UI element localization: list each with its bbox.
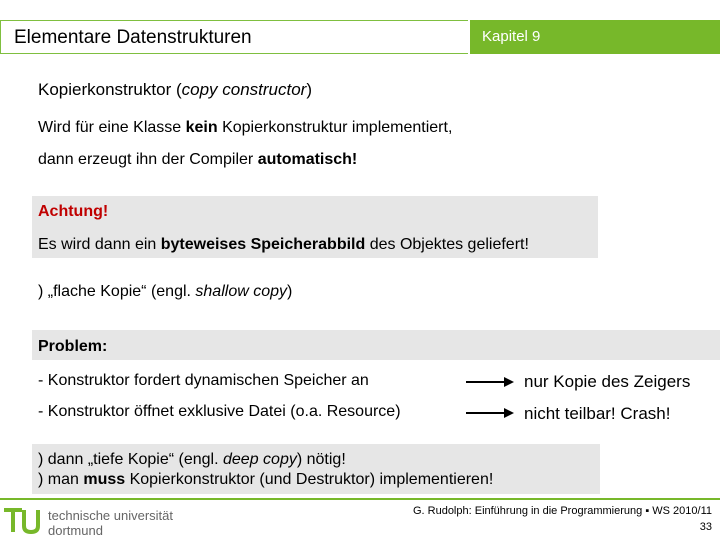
conclusion1-text: ) dann „tiefe Kopie“ (engl. [38,451,223,468]
line1-text-end: Kopierkonstruktur implementiert, [217,119,453,136]
warning-text [38,235,529,255]
conclusion2-text-end: Kopierkonstruktor (und Destruktor) implementieren! [125,471,494,488]
footer-divider [0,498,720,500]
problem-cause-2: - Konstruktor öffnet exklusive Datei (o.a. Resource) [38,403,401,420]
logo-text-2: dortmund [48,523,103,538]
warning-text-b: des Objektes geliefert! [365,236,529,253]
conclusion-line-1 [38,450,346,470]
line2-text: dann erzeugt ihn der Compiler [38,151,258,168]
tu-dortmund-logo [0,502,200,540]
shallow-text-end: ) [287,283,293,300]
heading-italic: copy constructor [181,80,307,99]
problem-effect-2: nicht teilbar! Crash! [524,404,671,423]
logo-text-1: technische universität [48,508,174,523]
problem-box [32,330,720,360]
slide-heading [38,80,312,100]
problem-title: Problem: [38,338,108,355]
warning-bold: byteweises Speicherabbild [160,236,366,253]
line1-bold: kein [185,119,218,136]
warning-text-a: Es wird dann ein [38,236,161,253]
paragraph-line-2 [38,150,357,170]
problem-cause-1: - Konstruktor fordert dynamischen Speicher an [38,372,369,389]
heading-text: Kopierkonstruktor ( [38,80,182,99]
footer-credit: G. Rudolph: Einführung in die Programmierung ▪ WS 2010/11 [412,505,712,517]
warning-title: Achtung! [38,203,109,220]
page-number: 33 [699,521,712,533]
lecture-title: Elementare Datenstrukturen [14,27,252,48]
line1-text: Wird für eine Klasse [38,119,186,136]
shallow-italic: shallow copy [195,283,288,300]
conclusion2-bold: muss [83,471,126,488]
conclusion1-italic: deep copy [223,451,297,468]
problem-effect-1: nur Kopie des Zeigers [524,372,691,391]
chapter-label: Kapitel 9 [482,28,541,45]
shallow-text: ) „flache Kopie“ (engl. [38,283,196,300]
paragraph-line-1 [38,118,452,138]
shallow-copy-line [38,282,292,302]
conclusion2-text: ) man [38,471,84,488]
line2-bold: automatisch! [257,151,358,168]
arrow-icon [466,376,516,388]
heading-text-end: ) [306,80,313,99]
conclusion1-text-end: ) nötig! [296,451,346,468]
conclusion-line-2 [38,470,493,490]
arrow-icon [466,407,516,419]
